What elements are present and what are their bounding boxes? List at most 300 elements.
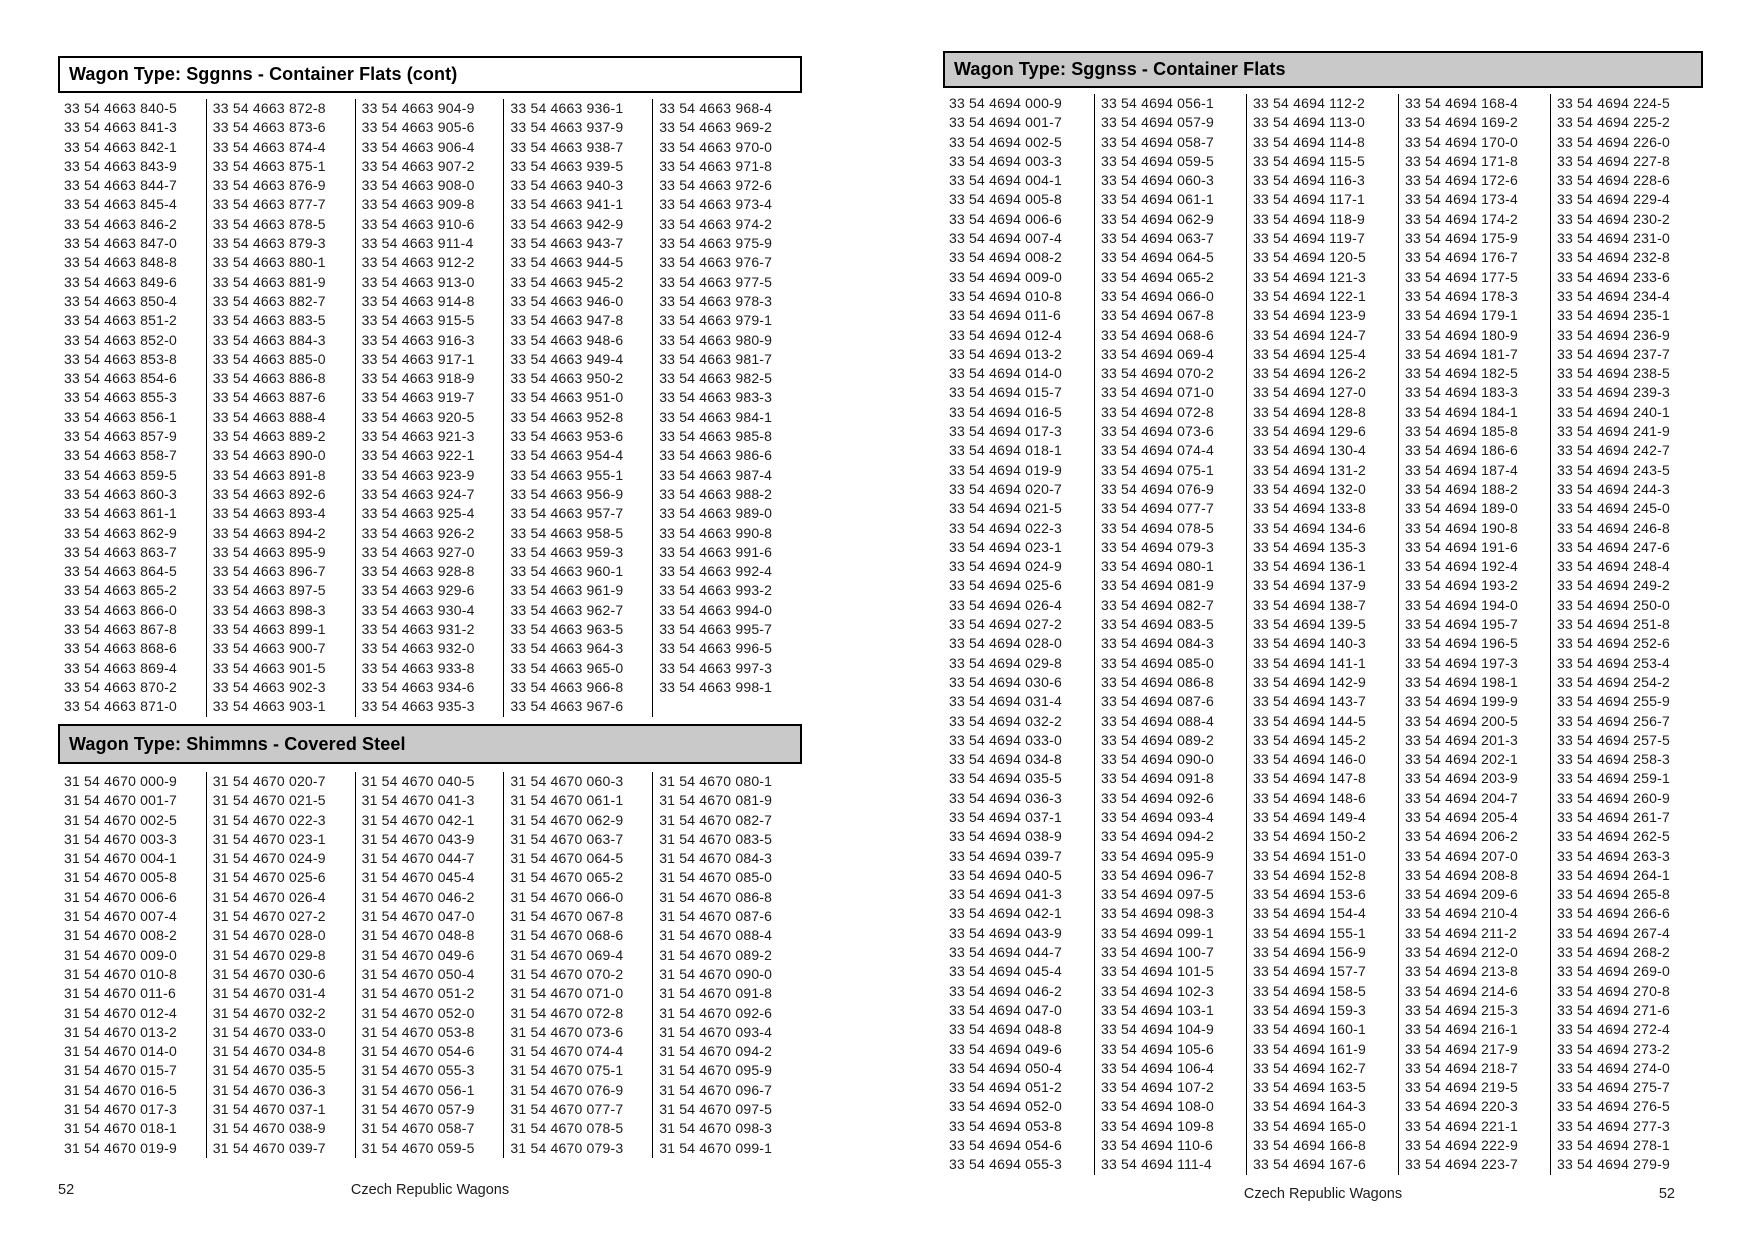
wagon-number: 31 54 4670 089-2 xyxy=(659,946,773,963)
wagon-number: 33 54 4694 088-4 xyxy=(1101,712,1214,729)
wagon-number: 33 54 4694 235-1 xyxy=(1557,307,1670,324)
wagon-column xyxy=(58,772,207,1158)
wagon-number: 33 54 4663 984-1 xyxy=(659,408,773,425)
wagon-number: 31 54 4670 072-8 xyxy=(510,1004,624,1021)
wagon-number: 33 54 4694 250-0 xyxy=(1557,596,1670,613)
wagon-number: 31 54 4670 049-6 xyxy=(361,946,475,963)
wagon-number: 33 54 4694 194-0 xyxy=(1405,596,1518,613)
wagon-number: 33 54 4694 129-6 xyxy=(1253,423,1366,440)
wagon-number: 31 54 4670 058-7 xyxy=(361,1120,475,1137)
wagon-number: 33 54 4663 892-6 xyxy=(212,485,326,502)
wagon-number: 33 54 4694 268-2 xyxy=(1557,944,1670,961)
wagon-number: 33 54 4663 905-6 xyxy=(361,119,475,136)
wagon-number: 33 54 4694 044-7 xyxy=(949,944,1062,961)
wagon-number: 33 54 4694 207-0 xyxy=(1405,847,1518,864)
wagon-number: 33 54 4663 864-5 xyxy=(64,563,177,580)
wagon-number: 33 54 4663 904-9 xyxy=(361,100,475,116)
wagon-number: 33 54 4663 972-6 xyxy=(659,177,773,194)
wagon-number: 33 54 4694 091-8 xyxy=(1101,770,1214,787)
wagon-number: 33 54 4694 078-5 xyxy=(1101,519,1214,536)
wagon-number: 33 54 4694 183-3 xyxy=(1405,384,1518,401)
wagon-number: 33 54 4694 024-9 xyxy=(949,558,1062,575)
wagon-number: 33 54 4694 048-8 xyxy=(949,1021,1062,1038)
wagon-number: 33 54 4694 070-2 xyxy=(1101,365,1214,382)
wagon-number: 33 54 4694 160-1 xyxy=(1253,1021,1366,1038)
wagon-number: 33 54 4663 996-5 xyxy=(659,640,773,657)
wagon-number: 33 54 4694 180-9 xyxy=(1405,326,1518,343)
wagon-number: 33 54 4694 148-6 xyxy=(1253,789,1366,806)
wagon-number: 33 54 4663 843-9 xyxy=(64,157,177,174)
wagon-number: 33 54 4694 017-3 xyxy=(949,423,1062,440)
wagon-number: 31 54 4670 017-3 xyxy=(64,1101,177,1118)
wagon-number: 33 54 4694 261-7 xyxy=(1557,808,1670,825)
wagon-number: 33 54 4694 126-2 xyxy=(1253,365,1366,382)
wagon-number: 33 54 4694 013-2 xyxy=(949,345,1062,362)
wagon-number: 33 54 4694 047-0 xyxy=(949,1001,1062,1018)
wagon-number: 33 54 4694 265-8 xyxy=(1557,886,1670,903)
wagon-number: 33 54 4663 950-2 xyxy=(510,370,624,387)
wagon-number: 33 54 4663 947-8 xyxy=(510,312,624,329)
wagon-number: 33 54 4694 025-6 xyxy=(949,577,1062,594)
wagon-number: 33 54 4694 035-5 xyxy=(949,770,1062,787)
wagon-number: 33 54 4663 890-0 xyxy=(212,447,326,464)
wagon-number: 33 54 4694 216-1 xyxy=(1405,1021,1518,1038)
wagon-number: 31 54 4670 015-7 xyxy=(64,1062,177,1079)
wagon-number: 33 54 4663 856-1 xyxy=(64,408,177,425)
wagon-number: 33 54 4694 022-3 xyxy=(949,519,1062,536)
wagon-number: 33 54 4694 185-8 xyxy=(1405,423,1518,440)
wagon-number: 33 54 4694 114-8 xyxy=(1253,133,1365,150)
wagon-number: 33 54 4663 846-2 xyxy=(64,215,177,232)
wagon-number: 33 54 4663 987-4 xyxy=(659,466,773,483)
wagon-number: 33 54 4694 002-5 xyxy=(949,133,1062,150)
wagon-number: 31 54 4670 071-0 xyxy=(510,985,624,1002)
wagon-number: 33 54 4694 081-9 xyxy=(1101,577,1214,594)
wagon-number: 33 54 4694 011-6 xyxy=(949,307,1061,324)
wagon-number: 33 54 4694 046-2 xyxy=(949,982,1062,999)
wagon-number: 33 54 4694 003-3 xyxy=(949,152,1062,169)
wagon-number: 33 54 4663 854-6 xyxy=(64,370,177,387)
wagon-number: 33 54 4663 861-1 xyxy=(64,505,177,522)
wagon-number: 33 54 4694 068-6 xyxy=(1101,326,1214,343)
wagon-number: 33 54 4663 876-9 xyxy=(212,177,326,194)
wagon-number: 33 54 4694 221-1 xyxy=(1405,1117,1518,1134)
wagon-number: 33 54 4694 202-1 xyxy=(1405,751,1518,768)
wagon-number: 31 54 4670 099-1 xyxy=(659,1139,773,1156)
wagon-number: 31 54 4670 059-5 xyxy=(361,1139,475,1156)
wagon-number: 33 54 4694 051-2 xyxy=(949,1079,1062,1096)
wagon-number: 33 54 4694 050-4 xyxy=(949,1059,1062,1076)
wagon-number: 33 54 4694 122-1 xyxy=(1253,287,1366,304)
wagon-number: 33 54 4694 212-0 xyxy=(1405,944,1518,961)
wagon-number: 33 54 4694 193-2 xyxy=(1405,577,1518,594)
wagon-number: 33 54 4663 912-2 xyxy=(361,254,475,271)
wagon-number: 31 54 4670 094-2 xyxy=(659,1043,773,1060)
wagon-number: 31 54 4670 042-1 xyxy=(361,811,475,828)
wagon-number: 33 54 4663 975-9 xyxy=(659,235,773,252)
wagon-number: 31 54 4670 002-5 xyxy=(64,811,177,828)
wagon-number: 33 54 4694 053-8 xyxy=(949,1117,1062,1134)
wagon-number: 33 54 4694 121-3 xyxy=(1253,268,1366,285)
wagon-number: 33 54 4663 899-1 xyxy=(212,621,326,638)
wagon-number: 33 54 4663 979-1 xyxy=(659,312,773,329)
wagon-number: 31 54 4670 081-9 xyxy=(659,792,773,809)
wagon-number: 33 54 4694 083-5 xyxy=(1101,616,1214,633)
wagon-number: 31 54 4670 014-0 xyxy=(64,1043,177,1060)
wagon-number: 33 54 4694 204-7 xyxy=(1405,789,1518,806)
wagon-number: 33 54 4694 008-2 xyxy=(949,249,1062,266)
wagon-number: 33 54 4694 026-4 xyxy=(949,596,1062,613)
wagon-number: 33 54 4694 210-4 xyxy=(1405,905,1518,922)
wagon-number: 33 54 4694 175-9 xyxy=(1405,230,1518,247)
wagon-number: 33 54 4694 274-0 xyxy=(1557,1059,1670,1076)
wagon-number: 33 54 4694 254-2 xyxy=(1557,673,1670,690)
page-number-left: 52 xyxy=(58,1182,75,1198)
wagon-number: 33 54 4663 894-2 xyxy=(212,524,326,541)
wagon-number: 31 54 4670 063-7 xyxy=(510,830,624,847)
wagon-number: 31 54 4670 051-2 xyxy=(361,985,475,1002)
wagon-number: 31 54 4670 053-8 xyxy=(361,1023,475,1040)
wagon-number: 33 54 4694 151-0 xyxy=(1253,847,1366,864)
wagon-number: 33 54 4663 960-1 xyxy=(510,563,624,580)
section-header-shimmns xyxy=(58,724,802,764)
wagon-column xyxy=(356,99,505,717)
wagon-number: 33 54 4694 112-2 xyxy=(1253,95,1365,111)
wagon-number: 33 54 4694 141-1 xyxy=(1253,654,1366,671)
wagon-number: 33 54 4694 178-3 xyxy=(1405,287,1518,304)
wagon-number: 31 54 4670 030-6 xyxy=(212,965,326,982)
wagon-number: 33 54 4694 161-9 xyxy=(1253,1040,1366,1057)
wagon-number: 33 54 4663 853-8 xyxy=(64,350,177,367)
wagon-number: 33 54 4663 955-1 xyxy=(510,466,624,483)
wagon-number: 31 54 4670 056-1 xyxy=(361,1081,475,1098)
wagon-number: 31 54 4670 000-9 xyxy=(64,773,177,789)
wagon-number: 33 54 4694 033-0 xyxy=(949,731,1062,748)
wagon-number: 33 54 4694 139-5 xyxy=(1253,616,1366,633)
wagon-number: 33 54 4663 855-3 xyxy=(64,389,177,406)
wagon-number: 33 54 4663 896-7 xyxy=(212,563,326,580)
wagon-number: 31 54 4670 026-4 xyxy=(212,888,326,905)
wagon-number: 31 54 4670 020-7 xyxy=(212,773,326,789)
wagon-number: 33 54 4663 915-5 xyxy=(361,312,475,329)
wagon-number: 33 54 4663 924-7 xyxy=(361,485,475,502)
wagon-column xyxy=(356,772,505,1158)
wagon-number: 33 54 4694 125-4 xyxy=(1253,345,1366,362)
wagon-number: 33 54 4694 211-2 xyxy=(1405,924,1517,941)
wagon-number: 33 54 4694 257-5 xyxy=(1557,731,1670,748)
wagon-number: 33 54 4663 867-8 xyxy=(64,621,177,638)
wagon-number: 33 54 4694 158-5 xyxy=(1253,982,1366,999)
wagon-number: 33 54 4694 134-6 xyxy=(1253,519,1366,536)
wagon-number: 33 54 4694 054-6 xyxy=(949,1137,1062,1154)
wagon-number: 33 54 4663 939-5 xyxy=(510,157,624,174)
section-header-sggnns xyxy=(58,56,802,93)
wagon-number: 33 54 4663 946-0 xyxy=(510,292,624,309)
wagon-number: 33 54 4663 991-6 xyxy=(659,543,773,560)
wagon-number: 33 54 4663 988-2 xyxy=(659,485,773,502)
wagon-number: 31 54 4670 035-5 xyxy=(212,1062,326,1079)
wagon-number: 33 54 4694 172-6 xyxy=(1405,172,1518,189)
wagon-number: 33 54 4694 032-2 xyxy=(949,712,1062,729)
wagon-number: 33 54 4663 911-4 xyxy=(361,235,474,252)
wagon-number: 33 54 4663 956-9 xyxy=(510,485,624,502)
wagon-number: 33 54 4694 100-7 xyxy=(1101,944,1214,961)
wagon-number: 33 54 4694 004-1 xyxy=(949,172,1062,189)
wagon-number: 33 54 4694 190-8 xyxy=(1405,519,1518,536)
wagon-number: 33 54 4663 849-6 xyxy=(64,273,177,290)
wagon-number: 33 54 4694 040-5 xyxy=(949,866,1062,883)
wagon-number: 33 54 4694 220-3 xyxy=(1405,1098,1518,1115)
wagon-number: 33 54 4694 182-5 xyxy=(1405,365,1518,382)
wagon-number: 31 54 4670 054-6 xyxy=(361,1043,475,1060)
wagon-number: 33 54 4663 995-7 xyxy=(659,621,773,638)
wagon-number: 31 54 4670 029-8 xyxy=(212,946,326,963)
wagon-number: 33 54 4694 273-2 xyxy=(1557,1040,1670,1057)
wagon-number: 33 54 4663 910-6 xyxy=(361,215,475,232)
wagon-number: 33 54 4694 119-7 xyxy=(1253,230,1365,247)
wagon-number: 33 54 4694 110-6 xyxy=(1101,1137,1213,1154)
wagon-number: 33 54 4663 863-7 xyxy=(64,543,177,560)
wagon-number: 31 54 4670 067-8 xyxy=(510,908,624,925)
wagon-number: 33 54 4694 107-2 xyxy=(1101,1079,1214,1096)
wagon-number: 33 54 4663 858-7 xyxy=(64,447,177,464)
wagon-number: 33 54 4663 891-8 xyxy=(212,466,326,483)
wagon-number: 33 54 4694 163-5 xyxy=(1253,1079,1366,1096)
wagon-number-table-shimmns xyxy=(58,772,802,1158)
wagon-number: 33 54 4694 271-6 xyxy=(1557,1001,1670,1018)
wagon-number: 33 54 4663 967-6 xyxy=(510,698,624,715)
wagon-number: 31 54 4670 038-9 xyxy=(212,1120,326,1137)
wagon-number: 33 54 4663 934-6 xyxy=(361,678,475,695)
wagon-number: 33 54 4663 953-6 xyxy=(510,428,624,445)
wagon-number: 33 54 4663 962-7 xyxy=(510,601,624,618)
wagon-number: 33 54 4663 920-5 xyxy=(361,408,475,425)
wagon-number: 33 54 4694 146-0 xyxy=(1253,751,1366,768)
wagon-number: 33 54 4694 064-5 xyxy=(1101,249,1214,266)
wagon-number: 33 54 4694 144-5 xyxy=(1253,712,1366,729)
wagon-number: 33 54 4663 989-0 xyxy=(659,505,773,522)
wagon-number: 33 54 4694 087-6 xyxy=(1101,693,1214,710)
wagon-number: 33 54 4694 156-9 xyxy=(1253,944,1366,961)
wagon-number: 33 54 4694 236-9 xyxy=(1557,326,1670,343)
wagon-number: 33 54 4694 225-2 xyxy=(1557,114,1670,131)
wagon-number: 31 54 4670 003-3 xyxy=(64,830,177,847)
wagon-number: 33 54 4694 039-7 xyxy=(949,847,1062,864)
wagon-number: 31 54 4670 045-4 xyxy=(361,869,475,886)
wagon-number: 33 54 4694 045-4 xyxy=(949,963,1062,980)
wagon-column xyxy=(943,94,1095,1175)
wagon-number: 33 54 4694 138-7 xyxy=(1253,596,1366,613)
wagon-number: 33 54 4663 860-3 xyxy=(64,485,177,502)
wagon-number: 31 54 4670 096-7 xyxy=(659,1081,773,1098)
wagon-number: 33 54 4663 844-7 xyxy=(64,177,177,194)
wagon-number: 33 54 4663 862-9 xyxy=(64,524,177,541)
wagon-number: 31 54 4670 047-0 xyxy=(361,908,475,925)
wagon-number: 31 54 4670 064-5 xyxy=(510,850,624,867)
wagon-number: 33 54 4694 196-5 xyxy=(1405,635,1518,652)
wagon-number: 33 54 4663 909-8 xyxy=(361,196,475,213)
wagon-column xyxy=(504,99,653,717)
wagon-number: 33 54 4663 906-4 xyxy=(361,138,475,155)
wagon-number: 31 54 4670 073-6 xyxy=(510,1023,624,1040)
wagon-number: 31 54 4670 043-9 xyxy=(361,830,475,847)
wagon-number: 33 54 4663 968-4 xyxy=(659,100,773,116)
wagon-number: 33 54 4694 103-1 xyxy=(1101,1001,1214,1018)
wagon-number: 33 54 4694 203-9 xyxy=(1405,770,1518,787)
wagon-number: 33 54 4694 099-1 xyxy=(1101,924,1214,941)
wagon-number: 33 54 4694 227-8 xyxy=(1557,152,1670,169)
wagon-number: 33 54 4694 029-8 xyxy=(949,654,1062,671)
wagon-number: 33 54 4663 937-9 xyxy=(510,119,624,136)
wagon-number: 31 54 4670 036-3 xyxy=(212,1081,326,1098)
wagon-number: 33 54 4694 077-7 xyxy=(1101,500,1214,517)
wagon-number: 33 54 4663 964-3 xyxy=(510,640,624,657)
wagon-number: 31 54 4670 055-3 xyxy=(361,1062,475,1079)
wagon-number: 33 54 4663 943-7 xyxy=(510,235,624,252)
wagon-number: 33 54 4694 049-6 xyxy=(949,1040,1062,1057)
wagon-number: 33 54 4694 246-8 xyxy=(1557,519,1670,536)
wagon-number: 33 54 4663 965-0 xyxy=(510,659,624,676)
wagon-number: 33 54 4663 917-1 xyxy=(361,350,475,367)
wagon-number: 31 54 4670 040-5 xyxy=(361,773,475,789)
wagon-number: 31 54 4670 037-1 xyxy=(212,1101,326,1118)
wagon-number: 33 54 4694 001-7 xyxy=(949,114,1062,131)
wagon-number: 33 54 4694 010-8 xyxy=(949,287,1062,304)
wagon-number: 33 54 4694 130-4 xyxy=(1253,442,1366,459)
wagon-number: 33 54 4663 908-0 xyxy=(361,177,475,194)
wagon-number: 31 54 4670 050-4 xyxy=(361,965,475,982)
wagon-number: 33 54 4694 067-8 xyxy=(1101,307,1214,324)
wagon-number: 31 54 4670 097-5 xyxy=(659,1101,773,1118)
wagon-number: 31 54 4670 013-2 xyxy=(64,1023,177,1040)
wagon-number: 33 54 4694 213-8 xyxy=(1405,963,1518,980)
wagon-number: 33 54 4694 030-6 xyxy=(949,673,1062,690)
wagon-number: 33 54 4694 006-6 xyxy=(949,210,1062,227)
wagon-number: 33 54 4663 927-0 xyxy=(361,543,475,560)
wagon-number: 33 54 4694 174-2 xyxy=(1405,210,1518,227)
wagon-number: 33 54 4694 056-1 xyxy=(1101,95,1214,111)
wagon-number: 33 54 4663 992-4 xyxy=(659,563,773,580)
wagon-number: 33 54 4694 153-6 xyxy=(1253,886,1366,903)
wagon-number: 33 54 4663 923-9 xyxy=(361,466,475,483)
wagon-number: 33 54 4694 240-1 xyxy=(1557,403,1670,420)
wagon-number: 33 54 4694 005-8 xyxy=(949,191,1062,208)
wagon-number: 31 54 4670 019-9 xyxy=(64,1139,177,1156)
wagon-number: 33 54 4694 215-3 xyxy=(1405,1001,1518,1018)
wagon-number: 33 54 4694 245-0 xyxy=(1557,500,1670,517)
footer-title-right: Czech Republic Wagons xyxy=(1243,1186,1403,1202)
wagon-number: 33 54 4663 907-2 xyxy=(361,157,475,174)
wagon-number: 33 54 4663 841-3 xyxy=(64,119,177,136)
wagon-number: 33 54 4694 113-0 xyxy=(1253,114,1365,131)
wagon-number: 31 54 4670 001-7 xyxy=(64,792,177,809)
wagon-number: 33 54 4663 990-8 xyxy=(659,524,773,541)
wagon-number: 33 54 4694 042-1 xyxy=(949,905,1062,922)
wagon-number: 33 54 4663 938-7 xyxy=(510,138,624,155)
wagon-number: 33 54 4663 933-8 xyxy=(361,659,475,676)
wagon-number: 33 54 4663 857-9 xyxy=(64,428,177,445)
wagon-number: 33 54 4694 165-0 xyxy=(1253,1117,1366,1134)
wagon-number: 31 54 4670 010-8 xyxy=(64,965,177,982)
wagon-number: 33 54 4694 019-9 xyxy=(949,461,1062,478)
wagon-number: 31 54 4670 078-5 xyxy=(510,1120,624,1137)
wagon-number: 33 54 4694 028-0 xyxy=(949,635,1062,652)
wagon-number: 31 54 4670 069-4 xyxy=(510,946,624,963)
wagon-number: 33 54 4694 159-3 xyxy=(1253,1001,1366,1018)
wagon-number: 33 54 4694 149-4 xyxy=(1253,808,1366,825)
wagon-number: 33 54 4694 075-1 xyxy=(1101,461,1214,478)
wagon-number: 33 54 4663 974-2 xyxy=(659,215,773,232)
wagon-number: 33 54 4694 021-5 xyxy=(949,500,1062,517)
wagon-number: 33 54 4694 065-2 xyxy=(1101,268,1214,285)
wagon-number: 33 54 4694 079-3 xyxy=(1101,538,1214,555)
wagon-number: 31 54 4670 008-2 xyxy=(64,927,177,944)
wagon-number: 33 54 4663 926-2 xyxy=(361,524,475,541)
wagon-column xyxy=(653,772,802,1158)
wagon-number: 33 54 4663 959-3 xyxy=(510,543,624,560)
wagon-number: 33 54 4694 094-2 xyxy=(1101,828,1214,845)
wagon-number: 33 54 4663 949-4 xyxy=(510,350,624,367)
wagon-number: 33 54 4694 279-9 xyxy=(1557,1156,1670,1173)
wagon-number: 31 54 4670 006-6 xyxy=(64,888,177,905)
wagon-number: 31 54 4670 034-8 xyxy=(212,1043,326,1060)
wagon-number: 33 54 4663 873-6 xyxy=(212,119,326,136)
wagon-number: 33 54 4694 197-3 xyxy=(1405,654,1518,671)
wagon-number-table-sggnns xyxy=(58,99,802,717)
wagon-number: 33 54 4694 238-5 xyxy=(1557,365,1670,382)
wagon-number: 33 54 4694 131-2 xyxy=(1253,461,1366,478)
wagon-number: 31 54 4670 025-6 xyxy=(212,869,326,886)
wagon-number: 33 54 4694 256-7 xyxy=(1557,712,1670,729)
wagon-column xyxy=(1551,94,1703,1175)
wagon-number: 33 54 4694 090-0 xyxy=(1101,751,1214,768)
wagon-number: 31 54 4670 046-2 xyxy=(361,888,475,905)
wagon-number: 33 54 4694 023-1 xyxy=(949,538,1062,555)
wagon-number: 33 54 4694 242-7 xyxy=(1557,442,1670,459)
wagon-number: 31 54 4670 066-0 xyxy=(510,888,624,905)
wagon-number: 33 54 4663 872-8 xyxy=(212,100,326,116)
wagon-number: 31 54 4670 024-9 xyxy=(212,850,326,867)
wagon-number: 33 54 4694 145-2 xyxy=(1253,731,1366,748)
wagon-number: 33 54 4663 928-8 xyxy=(361,563,475,580)
wagon-number: 33 54 4694 260-9 xyxy=(1557,789,1670,806)
wagon-number: 33 54 4694 184-1 xyxy=(1405,403,1518,420)
wagon-number: 33 54 4694 264-1 xyxy=(1557,866,1670,883)
wagon-number: 33 54 4694 041-3 xyxy=(949,886,1062,903)
wagon-number: 33 54 4694 140-3 xyxy=(1253,635,1366,652)
wagon-number: 33 54 4663 914-8 xyxy=(361,292,475,309)
wagon-number: 33 54 4694 118-9 xyxy=(1253,210,1365,227)
wagon-number: 31 54 4670 083-5 xyxy=(659,830,773,847)
wagon-number: 31 54 4670 087-6 xyxy=(659,908,773,925)
wagon-number: 33 54 4694 073-6 xyxy=(1101,423,1214,440)
wagon-number: 33 54 4694 034-8 xyxy=(949,751,1062,768)
wagon-number: 31 54 4670 095-9 xyxy=(659,1062,773,1079)
wagon-number: 33 54 4694 230-2 xyxy=(1557,210,1670,227)
wagon-number: 33 54 4694 277-3 xyxy=(1557,1117,1670,1134)
wagon-number: 33 54 4663 969-2 xyxy=(659,119,773,136)
wagon-number: 33 54 4694 038-9 xyxy=(949,828,1062,845)
wagon-number: 33 54 4663 901-5 xyxy=(212,659,326,676)
wagon-number: 31 54 4670 021-5 xyxy=(212,792,326,809)
wagon-number: 33 54 4694 170-0 xyxy=(1405,133,1518,150)
wagon-number: 33 54 4694 187-4 xyxy=(1405,461,1518,478)
wagon-number: 33 54 4663 945-2 xyxy=(510,273,624,290)
wagon-number: 33 54 4694 015-7 xyxy=(949,384,1062,401)
wagon-number: 33 54 4663 930-4 xyxy=(361,601,475,618)
wagon-number: 33 54 4694 115-5 xyxy=(1253,152,1365,169)
wagon-number: 31 54 4670 079-3 xyxy=(510,1139,624,1156)
